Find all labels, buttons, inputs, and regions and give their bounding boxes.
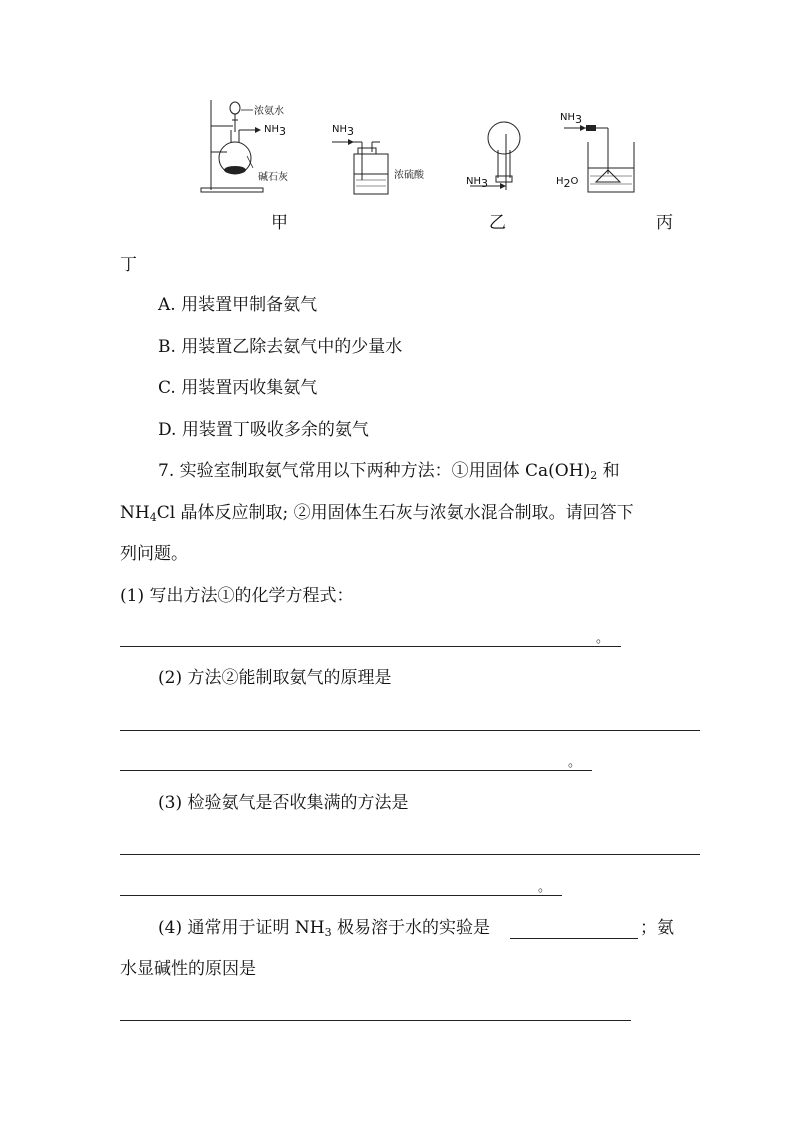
option-d: D. 用装置丁吸收多余的氨气 <box>158 420 369 440</box>
jia-gas-main: NH <box>264 124 279 135</box>
q7-part4-b: 极易溶于水的实验是 <box>331 918 490 938</box>
q7-line1-b: 和 <box>597 461 620 481</box>
period-1: 。 <box>596 631 610 646</box>
bing-gas-sub: 3 <box>481 177 488 190</box>
caption-bing: 丙 <box>656 213 673 233</box>
period-3: 。 <box>538 880 552 895</box>
yi-gas-main: NH <box>332 124 347 135</box>
jia-top-label: 浓氨水 <box>254 106 284 117</box>
caption-yi: 乙 <box>489 213 506 233</box>
ding-gas-main: NH <box>560 112 575 123</box>
period-2: 。 <box>568 755 582 770</box>
option-b: B. 用装置乙除去氨气中的少量水 <box>158 337 403 357</box>
q7-line2-a: NH <box>120 503 150 523</box>
jia-bottom-label: 碱石灰 <box>258 172 288 183</box>
jia-gas-sub: 3 <box>279 125 286 138</box>
q7-part4-sub: 3 <box>324 926 332 939</box>
q7-line1-a: 7. 实验室制取氨气常用以下两种方法：①用固体 Ca(OH) <box>158 461 591 481</box>
ding-water-sub: 2 <box>563 177 571 190</box>
yi-gas-label <box>332 124 354 136</box>
q7-part4-c: ；氨 <box>640 918 674 938</box>
yi-gas-sub: 3 <box>347 125 354 138</box>
ding-water-label <box>556 176 578 188</box>
bing-gas-label <box>466 176 488 188</box>
ding-gas-sub: 3 <box>575 113 582 126</box>
ding-water-main: H <box>556 176 564 187</box>
apparatus-yi <box>328 130 398 200</box>
bing-gas-main: NH <box>466 176 481 187</box>
q7-part4-prompt <box>158 917 490 939</box>
answer-line-4[interactable] <box>120 1020 631 1021</box>
q7-line2 <box>120 502 634 524</box>
jia-gas-label <box>264 124 286 136</box>
q7-part1-prompt: (1) 写出方法①的化学方程式： <box>120 586 354 606</box>
q7-part4-a: (4) 通常用于证明 NH <box>158 918 325 938</box>
answer-blank-4[interactable] <box>510 938 638 939</box>
answer-line-2b[interactable] <box>120 770 592 771</box>
caption-jia: 甲 <box>271 213 288 233</box>
q7-line1-sub: 2 <box>590 469 598 482</box>
ding-water-end: O <box>570 176 579 187</box>
option-a: A. 用装置甲制备氨气 <box>158 295 318 315</box>
answer-line-3a[interactable] <box>120 854 700 855</box>
q7-line2-b: Cl 晶体反应制取; ②用固体生石灰与浓氨水混合制取。请回答下 <box>156 503 634 523</box>
q7-part4-line2: 水显碱性的原因是 <box>120 959 256 979</box>
apparatus-jia <box>195 96 305 196</box>
yi-liquid-label: 浓硫酸 <box>394 170 424 181</box>
ding-gas-label <box>560 112 582 124</box>
q7-line2-sub: 4 <box>149 511 157 524</box>
option-c: C. 用装置丙收集氨气 <box>158 378 318 398</box>
answer-line-2a[interactable] <box>120 730 700 731</box>
answer-line-3b[interactable] <box>120 895 562 896</box>
q7-part2-prompt: (2) 方法②能制取氨气的原理是 <box>158 668 392 688</box>
caption-ding: 丁 <box>120 255 137 275</box>
answer-line-1[interactable] <box>120 646 621 647</box>
q7-part3-prompt: (3) 检验氨气是否收集满的方法是 <box>158 793 409 813</box>
apparatus-bing <box>466 120 526 200</box>
q7-line3: 列问题。 <box>120 544 188 564</box>
q7-line1 <box>158 460 620 482</box>
